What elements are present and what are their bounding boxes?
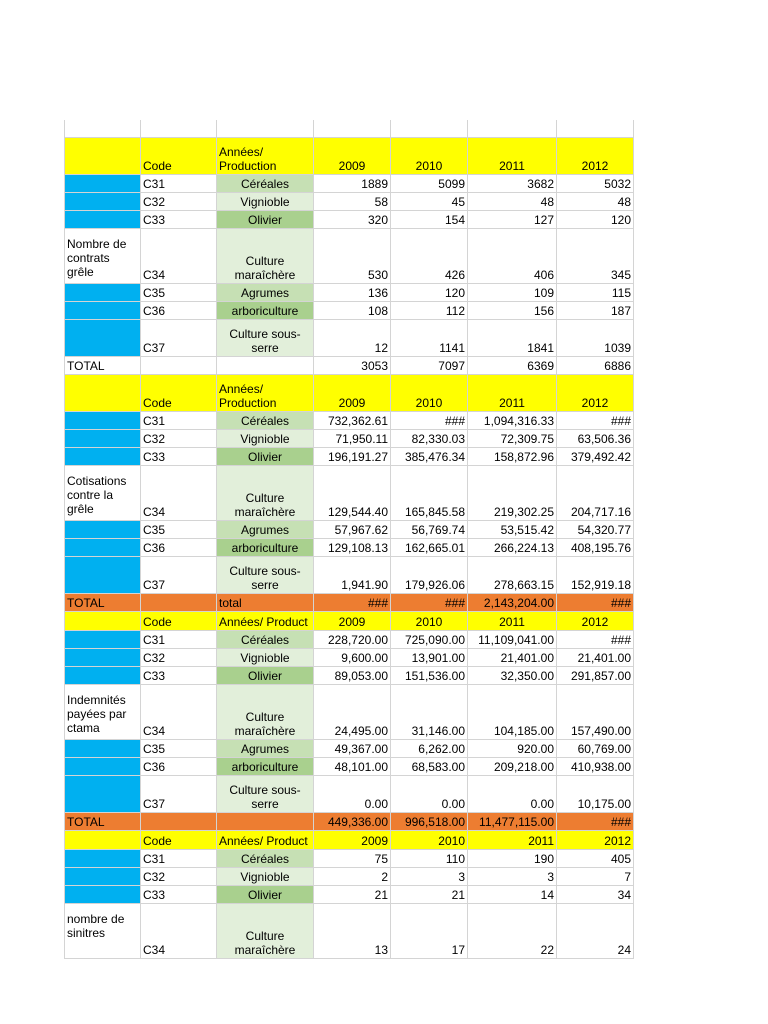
header-year[interactable]: 2011 xyxy=(468,612,557,631)
value-cell[interactable]: 31,146.00 xyxy=(391,685,468,740)
header-blank-cell[interactable] xyxy=(64,375,141,412)
crop-code[interactable]: C33 xyxy=(141,886,217,904)
header-blank-cell[interactable] xyxy=(64,138,141,175)
value-cell[interactable]: 165,845.58 xyxy=(391,466,468,521)
empty-cell[interactable] xyxy=(557,120,634,138)
crop-name[interactable]: Céréales xyxy=(217,412,314,430)
value-cell[interactable]: 17 xyxy=(391,904,468,959)
value-cell[interactable]: 1,094,316.33 xyxy=(468,412,557,430)
crop-code[interactable]: C34 xyxy=(141,685,217,740)
value-cell[interactable]: 291,857.00 xyxy=(557,667,634,685)
data-row xyxy=(64,539,634,557)
total-col2[interactable]: total xyxy=(217,594,314,612)
total-row xyxy=(64,357,634,375)
data-row xyxy=(64,557,634,594)
total-blank[interactable] xyxy=(141,594,217,612)
value-cell[interactable]: 57,967.62 xyxy=(314,521,391,539)
value-cell[interactable]: 725,090.00 xyxy=(391,631,468,649)
value-cell[interactable]: 152,919.18 xyxy=(557,557,634,594)
value-cell[interactable]: 104,185.00 xyxy=(468,685,557,740)
header-code[interactable]: Code xyxy=(141,375,217,412)
crop-code[interactable]: C35 xyxy=(141,740,217,758)
value-cell[interactable]: 6,262.00 xyxy=(391,740,468,758)
section-header-row xyxy=(64,138,634,175)
data-row xyxy=(64,868,634,886)
value-cell[interactable]: 112 xyxy=(391,302,468,320)
value-cell[interactable]: 196,191.27 xyxy=(314,448,391,466)
side-label-cell[interactable] xyxy=(64,320,141,357)
crop-code[interactable]: C36 xyxy=(141,758,217,776)
crop-name[interactable]: Vignioble xyxy=(217,649,314,667)
value-cell[interactable]: 75 xyxy=(314,850,391,868)
data-row xyxy=(64,412,634,430)
value-cell[interactable]: 162,665.01 xyxy=(391,539,468,557)
crop-name[interactable]: Culture maraîchère xyxy=(217,229,314,284)
crop-code[interactable]: C37 xyxy=(141,776,217,813)
value-cell[interactable]: 48,101.00 xyxy=(314,758,391,776)
total-label[interactable]: TOTAL xyxy=(64,594,141,612)
side-label-cell[interactable] xyxy=(64,649,141,667)
value-cell[interactable]: 1889 xyxy=(314,175,391,193)
crop-code[interactable]: C36 xyxy=(141,539,217,557)
value-cell[interactable]: 34 xyxy=(557,886,634,904)
crop-name[interactable]: Agrumes xyxy=(217,284,314,302)
data-row xyxy=(64,904,634,959)
side-label-cell[interactable] xyxy=(64,740,141,758)
crop-name[interactable]: Agrumes xyxy=(217,740,314,758)
value-cell[interactable]: 54,320.77 xyxy=(557,521,634,539)
data-row xyxy=(64,320,634,357)
data-row xyxy=(64,667,634,685)
crop-name[interactable]: Culture sous-serre xyxy=(217,776,314,813)
crop-name[interactable]: Olivier xyxy=(217,667,314,685)
value-cell[interactable]: 72,309.75 xyxy=(468,430,557,448)
header-year[interactable]: 2010 xyxy=(391,375,468,412)
value-cell[interactable]: 21,401.00 xyxy=(468,649,557,667)
value-cell[interactable]: 228,720.00 xyxy=(314,631,391,649)
value-cell[interactable]: 405 xyxy=(557,850,634,868)
crop-name[interactable]: Vignioble xyxy=(217,868,314,886)
header-year[interactable]: 2010 xyxy=(391,138,468,175)
value-cell[interactable]: 426 xyxy=(391,229,468,284)
value-cell[interactable]: 109 xyxy=(468,284,557,302)
side-label-cell[interactable] xyxy=(64,302,141,320)
section-header-row xyxy=(64,831,634,850)
crop-code[interactable]: C31 xyxy=(141,850,217,868)
data-row xyxy=(64,430,634,448)
value-cell[interactable]: 13 xyxy=(314,904,391,959)
value-cell[interactable]: 5099 xyxy=(391,175,468,193)
value-cell[interactable]: 1,941.90 xyxy=(314,557,391,594)
side-label-cell[interactable] xyxy=(64,557,141,594)
data-row xyxy=(64,284,634,302)
crop-name[interactable]: Olivier xyxy=(217,211,314,229)
header-code[interactable]: Code xyxy=(141,138,217,175)
value-cell[interactable]: 22 xyxy=(468,904,557,959)
value-cell[interactable]: 156 xyxy=(468,302,557,320)
side-label-cell[interactable] xyxy=(64,758,141,776)
total-value[interactable]: ### xyxy=(557,594,634,612)
value-cell[interactable]: 48 xyxy=(557,193,634,211)
value-cell[interactable]: 151,536.00 xyxy=(391,667,468,685)
side-label-cell[interactable] xyxy=(64,211,141,229)
side-label-cell[interactable] xyxy=(64,776,141,813)
total-value[interactable]: 11,477,115.00 xyxy=(468,813,557,831)
crop-code[interactable]: C32 xyxy=(141,868,217,886)
total-value[interactable]: 449,336.00 xyxy=(314,813,391,831)
value-cell[interactable]: 5032 xyxy=(557,175,634,193)
crop-code[interactable]: C32 xyxy=(141,649,217,667)
crop-code[interactable]: C35 xyxy=(141,284,217,302)
crop-code[interactable]: C35 xyxy=(141,521,217,539)
value-cell[interactable]: 14 xyxy=(468,886,557,904)
data-row xyxy=(64,631,634,649)
side-label-cell[interactable] xyxy=(64,448,141,466)
value-cell[interactable]: 266,224.13 xyxy=(468,539,557,557)
data-row xyxy=(64,740,634,758)
header-code[interactable]: Code xyxy=(141,612,217,631)
header-year[interactable]: 2009 xyxy=(314,375,391,412)
value-cell[interactable]: 320 xyxy=(314,211,391,229)
value-cell[interactable]: 219,302.25 xyxy=(468,466,557,521)
crop-name[interactable]: arboriculture xyxy=(217,302,314,320)
value-cell[interactable]: 0.00 xyxy=(468,776,557,813)
crop-code[interactable]: C34 xyxy=(141,466,217,521)
data-row xyxy=(64,649,634,667)
value-cell[interactable]: 1841 xyxy=(468,320,557,357)
crop-name[interactable]: Olivier xyxy=(217,886,314,904)
header-year[interactable]: 2011 xyxy=(468,375,557,412)
section-header-row xyxy=(64,612,634,631)
value-cell[interactable]: 136 xyxy=(314,284,391,302)
header-year[interactable]: 2011 xyxy=(468,831,557,850)
header-annees-production[interactable]: Années/ Product xyxy=(217,831,314,850)
data-row xyxy=(64,521,634,539)
value-cell[interactable]: 21 xyxy=(391,886,468,904)
header-annees-production[interactable]: Années/ Product xyxy=(217,612,314,631)
value-cell[interactable]: 82,330.03 xyxy=(391,430,468,448)
value-cell[interactable]: 158,872.96 xyxy=(468,448,557,466)
value-cell[interactable]: 410,938.00 xyxy=(557,758,634,776)
side-label-cell[interactable] xyxy=(64,539,141,557)
data-row xyxy=(64,886,634,904)
crop-code[interactable]: C32 xyxy=(141,193,217,211)
total-value[interactable]: 3053 xyxy=(314,357,391,375)
total-value[interactable]: 7097 xyxy=(391,357,468,375)
data-row xyxy=(64,448,634,466)
value-cell[interactable]: 379,492.42 xyxy=(557,448,634,466)
crop-name[interactable]: Agrumes xyxy=(217,521,314,539)
value-cell[interactable]: 110 xyxy=(391,850,468,868)
data-row xyxy=(64,193,634,211)
value-cell[interactable]: 408,195.76 xyxy=(557,539,634,557)
crop-name[interactable]: Olivier xyxy=(217,448,314,466)
section-label[interactable]: Cotisations contre la grêle xyxy=(64,466,141,521)
value-cell[interactable]: 49,367.00 xyxy=(314,740,391,758)
header-year[interactable]: 2009 xyxy=(314,612,391,631)
side-label-cell[interactable] xyxy=(64,631,141,649)
total-value[interactable]: ### xyxy=(391,594,468,612)
header-year[interactable]: 2012 xyxy=(557,375,634,412)
value-cell[interactable]: 68,583.00 xyxy=(391,758,468,776)
section-label[interactable]: Nombre de contrats grêle xyxy=(64,229,141,284)
data-row xyxy=(64,466,634,521)
value-cell[interactable]: 21,401.00 xyxy=(557,649,634,667)
side-label-cell[interactable] xyxy=(64,886,141,904)
value-cell[interactable]: 11,109,041.00 xyxy=(468,631,557,649)
total-value[interactable]: 996,518.00 xyxy=(391,813,468,831)
side-label-cell[interactable] xyxy=(64,850,141,868)
crop-code[interactable]: C33 xyxy=(141,448,217,466)
crop-name[interactable]: Culture maraîchère xyxy=(217,904,314,959)
value-cell[interactable]: 71,950.11 xyxy=(314,430,391,448)
header-code[interactable]: Code xyxy=(141,831,217,850)
side-label-cell[interactable] xyxy=(64,284,141,302)
value-cell[interactable]: 45 xyxy=(391,193,468,211)
data-row xyxy=(64,758,634,776)
crop-name[interactable]: Vignioble xyxy=(217,430,314,448)
header-annees-production[interactable]: Années/ Production xyxy=(217,375,314,412)
total-value[interactable]: 6369 xyxy=(468,357,557,375)
value-cell[interactable]: 56,769.74 xyxy=(391,521,468,539)
empty-row xyxy=(64,120,634,138)
empty-cell[interactable] xyxy=(468,120,557,138)
empty-cell[interactable] xyxy=(217,120,314,138)
value-cell[interactable]: 120 xyxy=(391,284,468,302)
value-cell[interactable]: 345 xyxy=(557,229,634,284)
value-cell[interactable]: 157,490.00 xyxy=(557,685,634,740)
value-cell[interactable]: 1141 xyxy=(391,320,468,357)
crop-name[interactable]: Culture sous-serre xyxy=(217,320,314,357)
value-cell[interactable]: 3 xyxy=(391,868,468,886)
value-cell[interactable]: 13,901.00 xyxy=(391,649,468,667)
value-cell[interactable]: 108 xyxy=(314,302,391,320)
total-label[interactable]: TOTAL xyxy=(64,813,141,831)
crop-code[interactable]: C34 xyxy=(141,904,217,959)
total-value[interactable]: 2,143,204.00 xyxy=(468,594,557,612)
value-cell[interactable]: 1039 xyxy=(557,320,634,357)
value-cell[interactable]: 179,926.06 xyxy=(391,557,468,594)
value-cell[interactable]: 53,515.42 xyxy=(468,521,557,539)
total-row xyxy=(64,594,634,612)
value-cell[interactable]: 204,717.16 xyxy=(557,466,634,521)
empty-cell[interactable] xyxy=(314,120,391,138)
crop-code[interactable]: C33 xyxy=(141,667,217,685)
value-cell[interactable]: 209,218.00 xyxy=(468,758,557,776)
header-year[interactable]: 2010 xyxy=(391,612,468,631)
side-label-cell[interactable] xyxy=(64,868,141,886)
value-cell[interactable]: 385,476.34 xyxy=(391,448,468,466)
value-cell[interactable]: 920.00 xyxy=(468,740,557,758)
crop-name[interactable]: Vignioble xyxy=(217,193,314,211)
header-year[interactable]: 2012 xyxy=(557,612,634,631)
crop-code[interactable]: C31 xyxy=(141,412,217,430)
crop-code[interactable]: C33 xyxy=(141,211,217,229)
value-cell[interactable]: 732,362.61 xyxy=(314,412,391,430)
value-cell[interactable]: 12 xyxy=(314,320,391,357)
section-label[interactable]: Indemnités payées par ctama xyxy=(64,685,141,740)
crop-name[interactable]: Céréales xyxy=(217,850,314,868)
value-cell[interactable]: 7 xyxy=(557,868,634,886)
header-annees-production[interactable]: Années/ Production xyxy=(217,138,314,175)
total-value[interactable]: ### xyxy=(557,813,634,831)
side-label-cell[interactable] xyxy=(64,667,141,685)
section-header-row xyxy=(64,375,634,412)
side-label-cell[interactable] xyxy=(64,193,141,211)
empty-cell[interactable] xyxy=(141,120,217,138)
value-cell[interactable]: 89,053.00 xyxy=(314,667,391,685)
value-cell[interactable]: 127 xyxy=(468,211,557,229)
value-cell[interactable]: 190 xyxy=(468,850,557,868)
value-cell[interactable]: 10,175.00 xyxy=(557,776,634,813)
value-cell[interactable]: 32,350.00 xyxy=(468,667,557,685)
total-value[interactable]: 6886 xyxy=(557,357,634,375)
crop-code[interactable]: C37 xyxy=(141,320,217,357)
crop-name[interactable]: Culture maraîchère xyxy=(217,466,314,521)
crop-name[interactable]: Céréales xyxy=(217,175,314,193)
crop-name[interactable]: arboriculture xyxy=(217,758,314,776)
side-label-cell[interactable] xyxy=(64,521,141,539)
crop-code[interactable]: C36 xyxy=(141,302,217,320)
crop-name[interactable]: Culture sous-serre xyxy=(217,557,314,594)
crop-code[interactable]: C31 xyxy=(141,631,217,649)
crop-code[interactable]: C31 xyxy=(141,175,217,193)
total-blank[interactable] xyxy=(141,813,217,831)
crop-code[interactable]: C32 xyxy=(141,430,217,448)
value-cell[interactable]: 0.00 xyxy=(391,776,468,813)
side-label-cell[interactable] xyxy=(64,412,141,430)
crop-code[interactable]: C37 xyxy=(141,557,217,594)
value-cell[interactable]: 9,600.00 xyxy=(314,649,391,667)
value-cell[interactable]: ### xyxy=(391,412,468,430)
value-cell[interactable]: 120 xyxy=(557,211,634,229)
header-year[interactable]: 2012 xyxy=(557,831,634,850)
crop-code[interactable]: C34 xyxy=(141,229,217,284)
value-cell[interactable]: 58 xyxy=(314,193,391,211)
value-cell[interactable]: 60,769.00 xyxy=(557,740,634,758)
total-label[interactable]: TOTAL xyxy=(64,357,141,375)
value-cell[interactable]: 24,495.00 xyxy=(314,685,391,740)
total-col2[interactable] xyxy=(217,357,314,375)
value-cell[interactable]: 129,544.40 xyxy=(314,466,391,521)
data-row xyxy=(64,211,634,229)
value-cell[interactable]: 278,663.15 xyxy=(468,557,557,594)
crop-name[interactable]: Céréales xyxy=(217,631,314,649)
crop-name[interactable]: Culture maraîchère xyxy=(217,685,314,740)
empty-cell[interactable] xyxy=(391,120,468,138)
data-row xyxy=(64,229,634,284)
header-blank-cell[interactable] xyxy=(64,612,141,631)
value-cell[interactable]: ### xyxy=(557,412,634,430)
header-year[interactable]: 2009 xyxy=(314,138,391,175)
value-cell[interactable]: 48 xyxy=(468,193,557,211)
value-cell[interactable]: 187 xyxy=(557,302,634,320)
total-col2[interactable] xyxy=(217,813,314,831)
data-row xyxy=(64,776,634,813)
data-row xyxy=(64,175,634,193)
section-label[interactable]: nombre de sinitres xyxy=(64,904,141,959)
data-row xyxy=(64,850,634,868)
data-row xyxy=(64,685,634,740)
side-label-cell[interactable] xyxy=(64,175,141,193)
value-cell[interactable]: 3 xyxy=(468,868,557,886)
value-cell[interactable]: 0.00 xyxy=(314,776,391,813)
header-year[interactable]: 2010 xyxy=(391,831,468,850)
value-cell[interactable]: 24 xyxy=(557,904,634,959)
value-cell[interactable]: ### xyxy=(557,631,634,649)
value-cell[interactable]: 154 xyxy=(391,211,468,229)
value-cell[interactable]: 406 xyxy=(468,229,557,284)
empty-cell[interactable] xyxy=(64,120,141,138)
header-blank-cell[interactable] xyxy=(64,831,141,850)
value-cell[interactable]: 63,506.36 xyxy=(557,430,634,448)
value-cell[interactable]: 115 xyxy=(557,284,634,302)
header-year[interactable]: 2011 xyxy=(468,138,557,175)
header-year[interactable]: 2009 xyxy=(314,831,391,850)
header-year[interactable]: 2012 xyxy=(557,138,634,175)
total-value[interactable]: ### xyxy=(314,594,391,612)
total-row xyxy=(64,813,634,831)
crop-name[interactable]: arboriculture xyxy=(217,539,314,557)
total-blank[interactable] xyxy=(141,357,217,375)
value-cell[interactable]: 21 xyxy=(314,886,391,904)
value-cell[interactable]: 2 xyxy=(314,868,391,886)
value-cell[interactable]: 3682 xyxy=(468,175,557,193)
value-cell[interactable]: 530 xyxy=(314,229,391,284)
data-row xyxy=(64,302,634,320)
value-cell[interactable]: 129,108.13 xyxy=(314,539,391,557)
side-label-cell[interactable] xyxy=(64,430,141,448)
